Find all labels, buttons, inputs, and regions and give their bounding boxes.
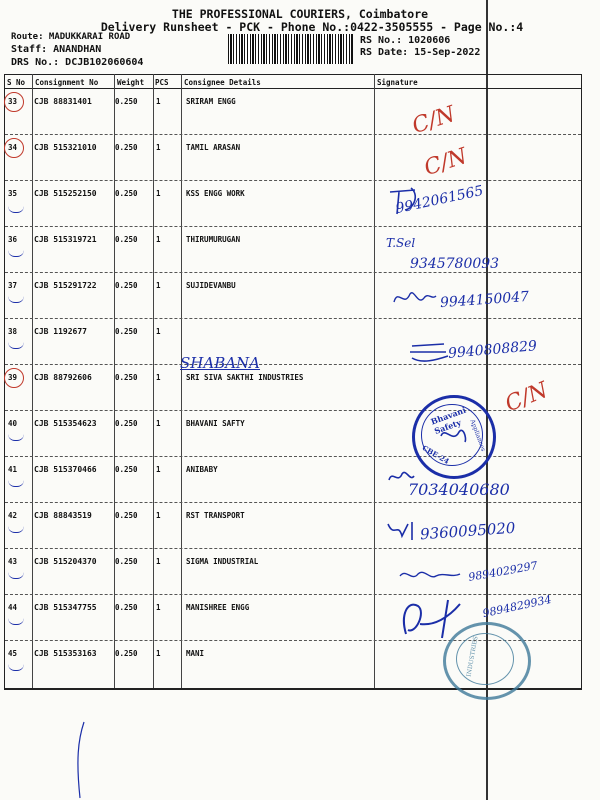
row-consignee: TAMIL ARASAN	[186, 143, 241, 152]
row-consignee: MANI	[186, 649, 205, 658]
row-consignment-no: CJB 515347755	[34, 603, 97, 612]
row-sno: 37	[8, 281, 18, 290]
row-pcs: 1	[156, 511, 161, 520]
row-pcs: 1	[156, 97, 161, 106]
row-pcs: 1	[156, 235, 161, 244]
handwritten-phone-35: 9942061565	[394, 182, 485, 218]
row-weight: 0.250	[115, 97, 138, 106]
runsheet-title: Delivery Runsheet - PCK - Phone No.:0422-3505555 - Page No.:4	[100, 20, 524, 34]
row-pcs: 1	[156, 189, 161, 198]
row-consignee: SRI SIVA SAKTHI INDUSTRIES	[186, 373, 304, 382]
handwritten-phone-39: 9940808829	[447, 338, 538, 362]
row-weight: 0.250	[115, 603, 138, 612]
row-sno: 41	[8, 465, 18, 474]
row-consignment-no: CJB 515291722	[34, 281, 97, 290]
handwritten-phone-43: 9894029297	[467, 559, 539, 584]
stamp-industries-text: INDUSTRIES	[465, 635, 480, 678]
row-sno: 34	[8, 143, 18, 152]
row-pcs: 1	[156, 649, 161, 658]
red-circle-33	[4, 92, 24, 112]
row-sno: 39	[8, 373, 18, 382]
row-consignee: SRIRAM ENGG	[186, 97, 236, 106]
row-weight: 0.250	[115, 235, 138, 244]
row-weight: 0.250	[115, 511, 138, 520]
col-header-pcs: PCS	[155, 78, 169, 87]
row-weight: 0.250	[115, 419, 138, 428]
col-header-signature: Signature	[377, 78, 418, 87]
row-consignment-no: CJB 88843519	[34, 511, 92, 520]
handwritten-phone-42: 9360095020	[419, 518, 516, 544]
row-pcs: 1	[156, 327, 161, 336]
handwritten-phone-41: 7034040680	[408, 480, 510, 499]
row-weight: 0.250	[115, 373, 138, 382]
row-weight: 0.250	[115, 327, 138, 336]
handwritten-cn-3: C/N	[501, 377, 552, 418]
signature-41	[386, 468, 416, 486]
row-consignment-no: CJB 515370466	[34, 465, 97, 474]
row-consignment-no: CJB 88792606	[34, 373, 92, 382]
row-sno: 42	[8, 511, 18, 520]
row-pcs: 1	[156, 281, 161, 290]
bhavani-safety-stamp	[412, 395, 496, 479]
col-header-weight: Weight	[117, 78, 145, 87]
company-title: THE PROFESSIONAL COURIERS, Coimbatore	[171, 7, 429, 21]
row-consignment-no: CJB 515321010	[34, 143, 97, 152]
row-consignment-no: CJB 515354623	[34, 419, 97, 428]
rs-number: RS No.: 1020606	[360, 35, 451, 46]
signature-42	[384, 518, 424, 546]
row-weight: 0.250	[115, 143, 138, 152]
row-weight: 0.250	[115, 557, 138, 566]
col-header-consignment: Consignment No	[35, 78, 99, 87]
row-consignee: RST TRANSPORT	[186, 511, 245, 520]
row-sno: 44	[8, 603, 18, 612]
barcode	[228, 34, 353, 64]
rs-date: RS Date: 15-Sep-2022	[360, 47, 481, 58]
row-sno: 36	[8, 235, 18, 244]
row-weight: 0.250	[115, 649, 138, 658]
row-sno: 43	[8, 557, 18, 566]
col-header-sno: S No	[7, 78, 26, 87]
row-consignment-no: CJB 515204370	[34, 557, 97, 566]
red-circle-34	[4, 138, 24, 158]
industries-stamp	[443, 622, 531, 700]
row-sno: 35	[8, 189, 18, 198]
row-consignment-no: CJB 515353163	[34, 649, 97, 658]
handwritten-cn-1: C/N	[409, 101, 459, 140]
row-sno: 40	[8, 419, 18, 428]
row-consignee: KSS ENGG WORK	[186, 189, 245, 198]
row-weight: 0.250	[115, 465, 138, 474]
runsheet-table	[4, 74, 582, 690]
row-pcs: 1	[156, 373, 161, 382]
signature-39	[408, 340, 453, 365]
handwritten-shabana: SHABANA	[180, 354, 261, 372]
drs-label: DRS No.: DCJB102060604	[11, 57, 144, 68]
signature-43	[396, 566, 466, 588]
handwritten-phone-36: 9345780093	[410, 256, 500, 272]
row-pcs: 1	[156, 465, 161, 474]
signature-37	[390, 284, 440, 314]
stamp-bhavani-code: CBE-24	[420, 443, 451, 466]
row-pcs: 1	[156, 603, 161, 612]
row-sno: 33	[8, 97, 18, 106]
pen-stroke	[70, 720, 90, 800]
col-header-consignee: Consignee Details	[184, 78, 261, 87]
row-consignment-no: CJB 515319721	[34, 235, 97, 244]
row-consignee: MANISHREE ENGG	[186, 603, 250, 612]
row-consignment-no: CJB 1192677	[34, 327, 87, 336]
row-weight: 0.250	[115, 189, 138, 198]
row-consignee: THIRUMURUGAN	[186, 235, 241, 244]
row-pcs: 1	[156, 143, 161, 152]
row-sno: 38	[8, 327, 18, 336]
row-consignee: BHAVANI SAFTY	[186, 419, 245, 428]
handwritten-sign-36: T.Sel	[386, 236, 416, 250]
row-pcs: 1	[156, 419, 161, 428]
handwritten-phone-44: 9894829934	[481, 592, 553, 621]
handwritten-cn-2: C/N	[421, 143, 471, 182]
row-sno: 45	[8, 649, 18, 658]
row-consignee: ANIBABY	[186, 465, 218, 474]
red-circle-39	[4, 368, 24, 388]
handwritten-phone-37: 9944150047	[439, 288, 530, 312]
row-consignment-no: CJB 88831401	[34, 97, 92, 106]
row-weight: 0.250	[115, 281, 138, 290]
staff-label: Staff: ANANDHAN	[11, 44, 102, 55]
row-pcs: 1	[156, 557, 161, 566]
row-consignment-no: CJB 515252150	[34, 189, 97, 198]
row-consignee: SIGMA INDUSTRIAL	[186, 557, 259, 566]
stamp-bhavani-sub: Appliances	[468, 418, 487, 453]
signature-35	[385, 180, 435, 220]
route-label: Route: MADUKKARAI ROAD	[11, 32, 131, 42]
row-consignee: SUJIDEVANBU	[186, 281, 236, 290]
stamp-bhavani-name: Bhavani Safety	[429, 404, 468, 436]
